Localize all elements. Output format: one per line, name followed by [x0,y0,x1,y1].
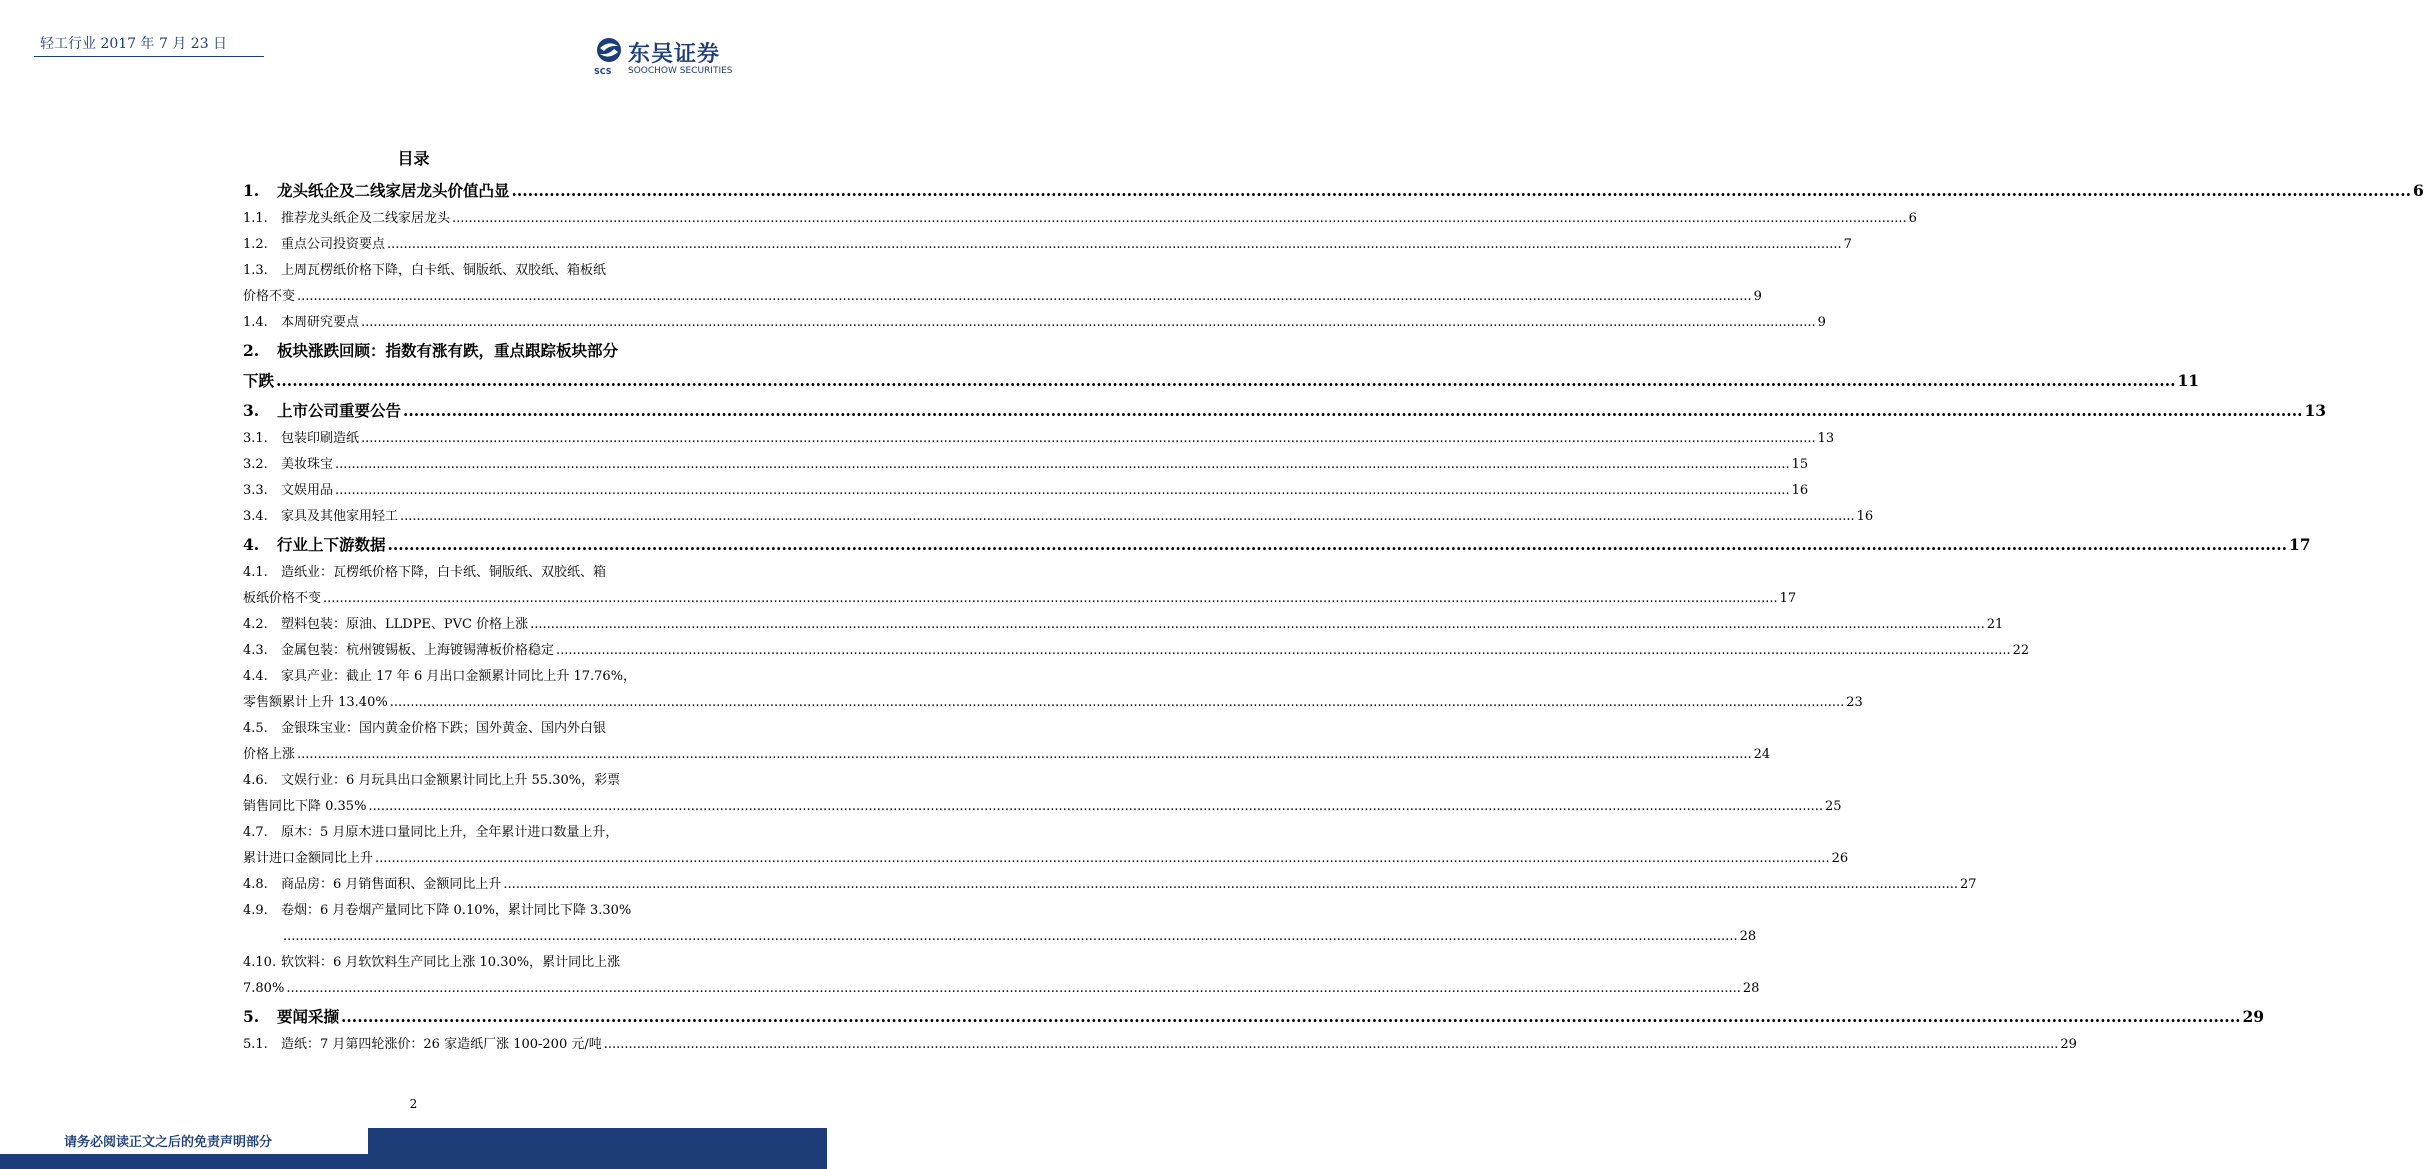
toc-leader [335,452,1790,478]
toc-entry[interactable] [243,768,710,794]
toc-entry[interactable] [243,232,1852,258]
toc-text: 文娱用品 [281,483,334,498]
toc-entry-continued[interactable] [243,794,1842,820]
toc-text: 龙头纸企及二线家居龙头价值凸显 [277,181,510,200]
toc-page: 9 [1817,315,1826,330]
toc-page: 13 [2304,401,2327,420]
toc-num: 4.6. [243,773,268,788]
toc-entry[interactable] [243,638,2030,664]
toc-page: 11 [2177,371,2200,390]
toc-entry[interactable] [243,1002,2265,1032]
toc-entry-continued[interactable] [243,690,1863,716]
toc-num: 4.3. [243,643,268,658]
toc-page: 16 [1791,483,1809,498]
toc-page: 17 [2289,535,2311,554]
toc-text: 原木：5 月原木进口量同比上升，全年累计进口数量上升， [281,825,619,840]
toc-page: 9 [1753,289,1762,304]
toc-entry[interactable] [243,176,2424,206]
toc-text: 下跌 [243,371,275,390]
toc-leader [512,176,2411,206]
table-of-contents [243,176,2424,1058]
toc-text: 本周研究要点 [281,315,360,330]
toc-page: 28 [1739,929,1757,944]
toc-leader [361,310,1816,336]
toc-text: 文娱行业：6 月玩具出口金额累计同比上升 55.30%，彩票 [281,773,621,788]
toc-entry[interactable] [243,820,710,846]
toc-leader [276,366,2175,396]
toc-entry-continued[interactable] [243,742,1771,768]
toc-leader [388,530,2287,560]
toc-text: 行业上下游数据 [277,535,386,554]
toc-entry[interactable] [243,1032,2077,1058]
toc-num: 3.1. [243,431,268,446]
toc-entry[interactable] [243,504,1874,530]
toc-num: 5.1. [243,1037,268,1052]
toc-entry[interactable] [243,478,1809,504]
toc-text: 金属包装：杭州镀锡板、上海镀锡薄板价格稳定 [281,643,555,658]
toc-leader [297,284,1752,310]
toc-leader [503,872,1958,898]
toc-leader [452,206,1907,232]
toc-page: 28 [1742,981,1760,996]
toc-text: 商品房：6 月销售面积、金额同比上升 [281,877,502,892]
toc-text: 板纸价格不变 [243,591,322,606]
toc-leader [375,846,1830,872]
header-divider [34,56,264,57]
toc-num: 4.10. [243,955,277,970]
toc-text: 金银珠宝业：国内黄金价格下跌；国外黄金、国内外白银 [281,721,607,736]
toc-text: 价格不变 [243,289,296,304]
toc-text: 造纸：7 月第四轮涨价：26 家造纸厂涨 100-200 元/吨 [281,1037,602,1052]
logo-cn-name: 东吴证券 [628,42,721,67]
toc-num: 2. [243,341,260,360]
toc-entry[interactable] [243,950,710,976]
toc-num: 4.9. [243,903,268,918]
toc-leader [297,742,1752,768]
toc-entry[interactable] [243,612,2004,638]
toc-entry-continued[interactable] [243,976,1760,1002]
logo-scs-mark: SCS [594,67,612,76]
toc-text: 价格上涨 [243,747,296,762]
toc-leader [390,690,1845,716]
toc-entry[interactable] [243,898,710,924]
toc-num: 3.4. [243,509,268,524]
scs-swirl-icon [594,36,624,66]
toc-text: 包装印刷造纸 [281,431,360,446]
toc-num: 1.3. [243,263,268,278]
toc-page: 29 [2242,1007,2265,1026]
toc-num: 3.3. [243,483,268,498]
toc-page: 13 [1817,431,1835,446]
header-report-info: 轻工行业 2017 年 7 月 23 日 [40,36,228,52]
toc-leader [403,396,2302,426]
toc-entry[interactable] [243,716,710,742]
toc-leader [400,504,1855,530]
toc-text: 销售同比下降 0.35% [243,799,367,814]
toc-num: 4.5. [243,721,268,736]
toc-text: 上周瓦楞纸价格下降，白卡纸、铜版纸、双胶纸、箱板纸 [281,263,607,278]
toc-text: 累计进口金额同比上升 [243,851,374,866]
toc-text: 家具及其他家用轻工 [281,509,399,524]
toc-num: 3. [243,401,260,420]
toc-title: 目录 [397,149,430,168]
page-number: 2 [409,1097,418,1111]
toc-num: 4. [243,535,260,554]
logo-en-name: SOOCHOW SECURITIES [628,66,733,76]
toc-leader [283,924,1738,950]
toc-text: 推荐龙头纸企及二线家居龙头 [281,211,451,226]
toc-leader [361,426,1816,452]
toc-entry-continued[interactable] [243,924,1757,950]
toc-leader [604,1032,2059,1058]
toc-leader [341,1002,2240,1032]
toc-entry[interactable] [243,872,1977,898]
toc-text: 上市公司重要公告 [277,401,402,420]
toc-entry[interactable] [243,426,1835,452]
toc-leader [335,478,1790,504]
toc-page: 23 [1846,695,1863,710]
toc-entry[interactable] [243,310,1826,336]
toc-num: 3.2. [243,457,268,472]
toc-leader [286,976,1741,1002]
toc-leader [368,794,1823,820]
toc-text: 7.80% [243,981,285,996]
toc-num: 4.8. [243,877,268,892]
toc-entry-continued[interactable] [243,586,1797,612]
toc-page: 7 [1843,237,1852,252]
toc-num: 4.2. [243,617,268,632]
toc-entry-continued[interactable] [243,366,2200,396]
toc-text: 板块涨跌回顾：指数有涨有跌，重点跟踪板块部分 [277,341,619,360]
toc-num: 1.2. [243,237,268,252]
toc-text: 造纸业：瓦楞纸价格下降，白卡纸、铜版纸、双胶纸、箱 [281,565,607,580]
toc-text: 要闻采撷 [277,1007,340,1026]
toc-leader [556,638,2011,664]
toc-entry[interactable] [243,452,1809,478]
toc-page: 26 [1831,851,1849,866]
toc-leader [323,586,1778,612]
toc-entry[interactable] [243,206,1917,232]
toc-num: 1.1. [243,211,268,226]
toc-text: 零售额累计上升 13.40% [243,695,388,710]
toc-num: 1. [243,181,260,200]
toc-entry-continued[interactable] [243,284,1762,310]
toc-entry[interactable] [243,530,2311,560]
toc-page: 15 [1791,457,1809,472]
toc-num: 4.7. [243,825,268,840]
toc-page: 21 [1986,617,2004,632]
toc-entry[interactable] [243,396,2327,426]
toc-page: 27 [1959,877,1977,892]
toc-entry[interactable] [243,560,710,586]
toc-text: 家具产业：截止 17 年 6 月出口金额累计同比上升 17.76%， [281,669,637,684]
toc-leader [387,232,1842,258]
toc-page: 6 [2413,181,2424,200]
toc-entry[interactable] [243,258,710,284]
toc-text: 卷烟：6 月卷烟产量同比下降 0.10%，累计同比下降 3.30% [281,903,632,918]
toc-page: 29 [2060,1037,2077,1052]
toc-entry-continued[interactable] [243,846,1849,872]
toc-num: 1.4. [243,315,268,330]
toc-text: 美妆珠宝 [281,457,334,472]
toc-text: 软饮料：6 月软饮料生产同比上涨 10.30%，累计同比上涨 [281,955,621,970]
toc-entry[interactable] [243,664,710,690]
toc-num: 4.4. [243,669,268,684]
toc-page: 17 [1779,591,1797,606]
toc-page: 6 [1908,211,1917,226]
toc-page: 16 [1856,509,1874,524]
toc-num: 5. [243,1007,260,1026]
toc-text: 塑料包装：原油、LLDPE、PVC 价格上涨 [281,617,529,632]
toc-page: 25 [1825,799,1842,814]
toc-num: 4.1. [243,565,268,580]
toc-page: 22 [2012,643,2030,658]
toc-page: 24 [1753,747,1771,762]
company-logo [594,36,774,78]
toc-leader [530,612,1985,638]
toc-entry[interactable] [243,336,710,366]
footer-disclaimer: 请务必阅读正文之后的免责声明部分 [64,1135,273,1150]
toc-text: 重点公司投资要点 [281,237,386,252]
